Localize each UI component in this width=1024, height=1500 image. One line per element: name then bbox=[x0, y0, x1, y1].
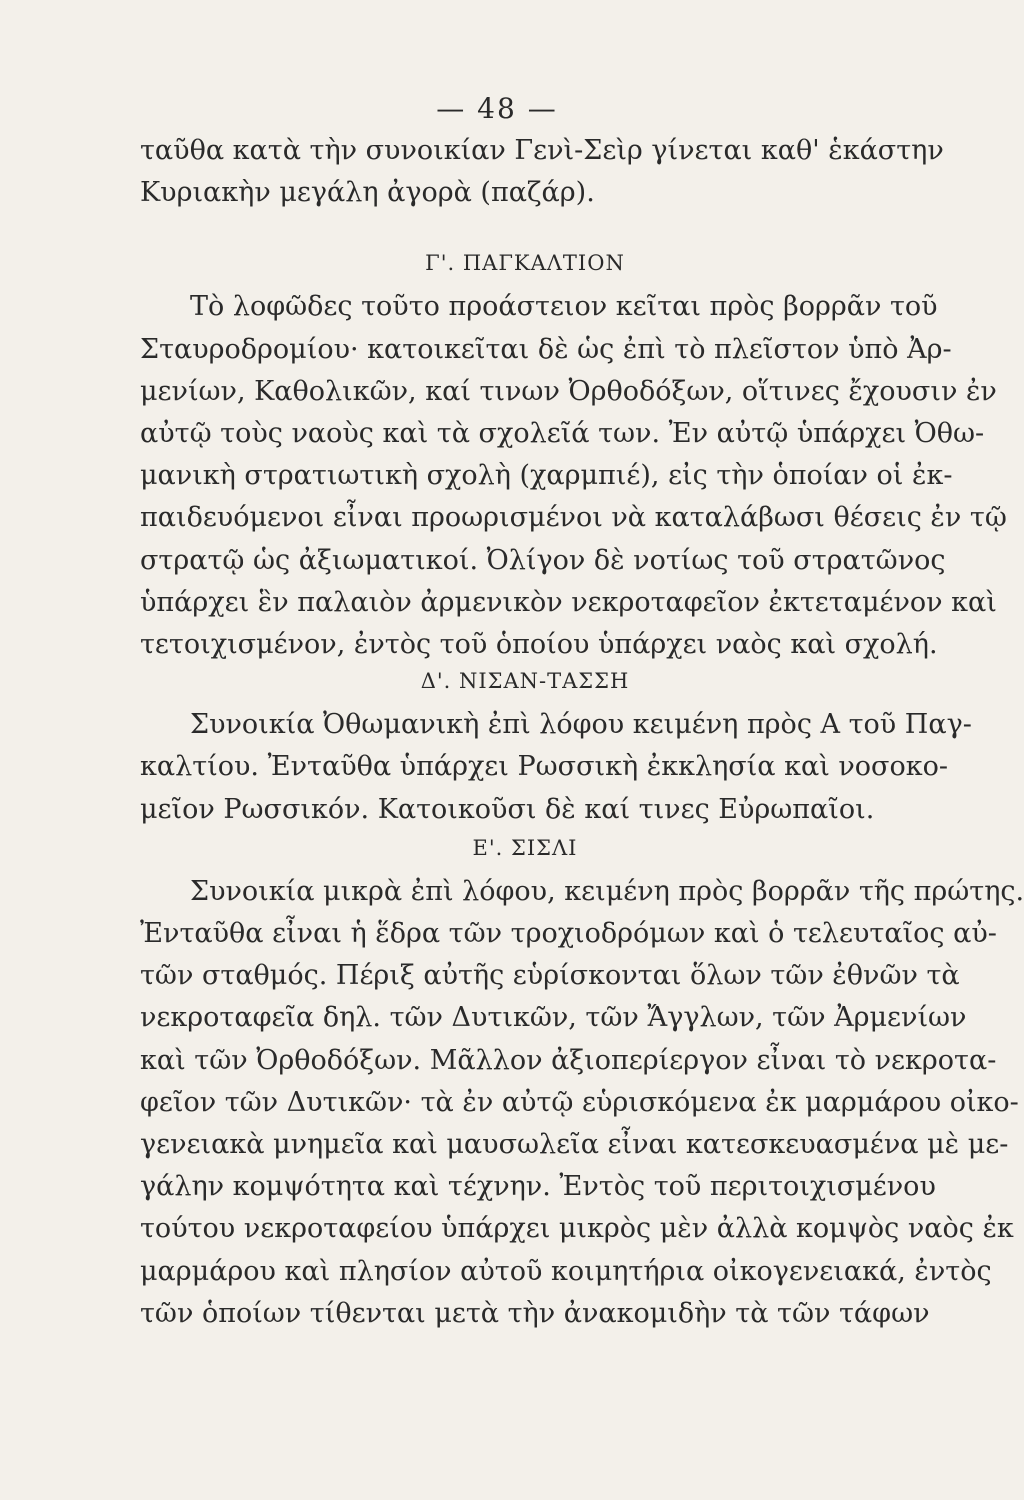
text-line: μαρμάρου καὶ πλησίον αὐτοῦ κοιμητήρια οἰκογενειακά, ἐντὸς bbox=[140, 1255, 992, 1287]
text-line: ταῦθα κατὰ τὴν συνοικίαν Γενὶ-Σεὶρ γίνεται καθ' ἑκάστην bbox=[140, 135, 944, 166]
text-line: αὐτῷ τοὺς ναοὺς καὶ τὰ σχολεῖά των. Ἐν αὐτῷ ὑπάρχει Ὀθω- bbox=[140, 418, 985, 450]
page-body bbox=[140, 130, 1024, 1335]
text-line: στρατῷ ὡς ἀξιωματικοί. Ὀλίγον δὲ νοτίως τοῦ στρατῶνος bbox=[140, 544, 946, 576]
section-heading: Ε'. ΣΙΣΛΙ bbox=[472, 835, 578, 860]
text-line: καλτίου. Ἐνταῦθα ὑπάρχει Ρωσσικὴ ἐκκλησία καὶ νοσοκο- bbox=[140, 751, 948, 783]
text-line: μενίων, Καθολικῶν, καί τινων Ὀρθοδόξων, οἵτινες ἔχουσιν ἐν bbox=[140, 375, 997, 407]
text-line: τούτου νεκροταφείου ὑπάρχει μικρὸς μὲν ἀλλὰ κομψὸς ναὸς ἐκ bbox=[140, 1213, 1014, 1245]
text-line: μεῖον Ρωσσικόν. Κατοικοῦσι δὲ καί τινες Εὐρωπαῖοι. bbox=[140, 793, 875, 825]
section-heading: Γ'. ΠΑΓΚΑΛΤΙΟΝ bbox=[425, 251, 625, 276]
text-line: καὶ τῶν Ὀρθοδόξων. Μᾶλλον ἀξιοπερίεργον εἶναι τὸ νεκροτα- bbox=[140, 1044, 997, 1076]
text-line: Ἐνταῦθα εἶναι ἡ ἕδρα τῶν τροχιοδρόμων καὶ ὁ τελευταῖος αὐ- bbox=[140, 918, 997, 950]
text-line: φεῖον τῶν Δυτικῶν· τὰ ἐν αὐτῷ εὑρισκόμενα ἐκ μαρμάρου οἰκο- bbox=[140, 1086, 1019, 1118]
text-line: τῶν ὁποίων τίθενται μετὰ τὴν ἀνακομιδὴν τὰ τῶν τάφων bbox=[140, 1297, 930, 1329]
section-heading: Δ'. ΝΙΣΑΝ-ΤΑΣΣΗ bbox=[420, 669, 630, 694]
text-line: Τὸ λοφῶδες τοῦτο προάστειον κεῖται πρὸς βορρᾶν τοῦ bbox=[190, 291, 938, 323]
text-line: παιδευόμενοι εἶναι προωρισμένοι νὰ καταλάβωσι θέσεις ἐν τῷ bbox=[140, 502, 1007, 534]
text-line: Συνοικία Ὀθωμανικὴ ἐπὶ λόφου κειμένη πρὸς Α τοῦ Παγ- bbox=[190, 709, 972, 741]
text-line: γάλην κομψότητα καὶ τέχνην. Ἐντὸς τοῦ περιτοιχισμένου bbox=[140, 1171, 936, 1203]
text-line: Συνοικία μικρὰ ἐπὶ λόφου, κειμένη πρὸς βορρᾶν τῆς πρώτης. bbox=[190, 875, 1024, 907]
text-line: νεκροταφεῖα δηλ. τῶν Δυτικῶν, τῶν Ἄγγλων, τῶν Ἀρμενίων bbox=[140, 1002, 967, 1034]
text-line: μανικὴ στρατιωτικὴ σχολὴ (χαρμπιέ), εἰς τὴν ὁποίαν οἱ ἐκ- bbox=[140, 460, 953, 492]
text-line: τετοιχισμένον, ἐντὸς τοῦ ὁποίου ὑπάρχει ναὸς καὶ σχολή. bbox=[140, 629, 938, 661]
text-line: γενειακὰ μνημεῖα καὶ μαυσωλεῖα εἶναι κατεσκευασμένα μὲ με- bbox=[140, 1129, 1009, 1161]
text-line: ὑπάρχει ἓν παλαιὸν ἀρμενικὸν νεκροταφεῖον ἐκτεταμένον καὶ bbox=[140, 586, 997, 618]
text-line: τῶν σταθμός. Πέριξ αὐτῆς εὑρίσκονται ὅλων τῶν ἐθνῶν τὰ bbox=[140, 960, 960, 992]
text-line: Κυριακὴν μεγάλη ἀγορὰ (παζάρ). bbox=[140, 177, 595, 209]
page-number: — 48 — bbox=[436, 92, 558, 125]
text-line: Σταυροδρομίου· κατοικεῖται δὲ ὡς ἐπὶ τὸ πλεῖστον ὑπὸ Ἀρ- bbox=[140, 333, 952, 365]
